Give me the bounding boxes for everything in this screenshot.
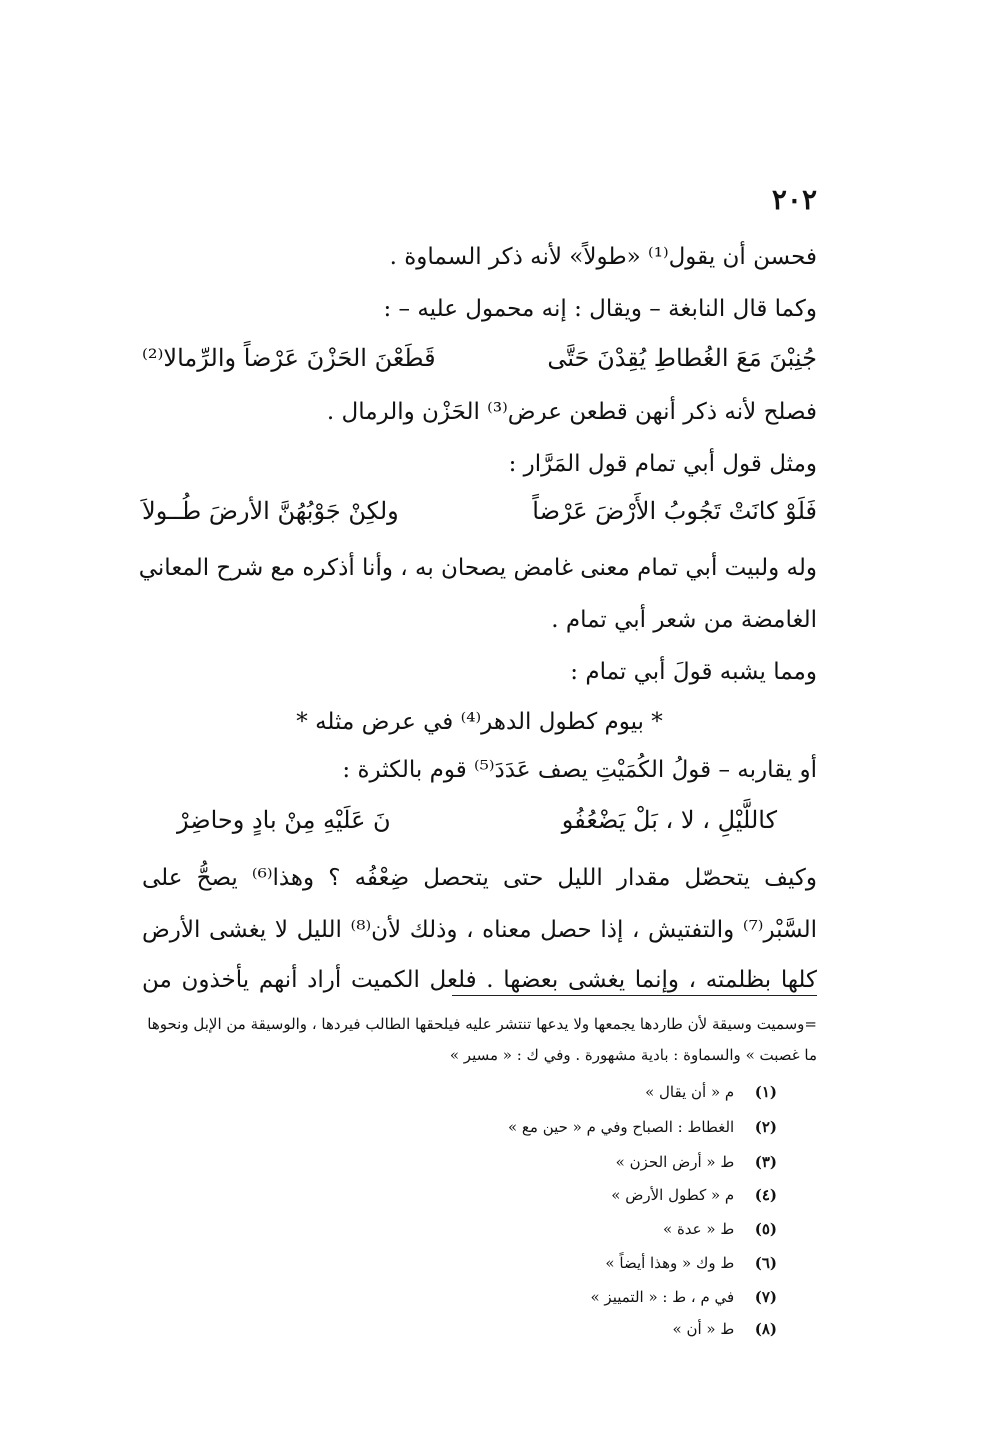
footnote [611,1183,777,1207]
footnote-text: ط « أن » [672,1320,735,1338]
footnote-number: (٤) [754,1186,777,1204]
paragraph-line: الغامضة من شعر أبي تمام . [551,607,817,633]
verse-first-hemistich: جُنِبْنَ مَعَ الغُطاطِ يُقِدْنَ حَتَّى [547,344,817,372]
verse-first-hemistich: فَلَوْ كانَتْ تَجُوبُ الأَرْضَ عَرْضاً [532,497,817,525]
paragraph-line: السَّبْر⁽⁷⁾ والتفتيش ، إذا حصل معناه ، وذلك لأن⁽⁸⁾ الليل لا يغشى الأرض [142,917,817,943]
footnote-text: الغطاط : الصباح وفي م « حين مع » [507,1118,735,1136]
footnote-number: (٢) [754,1118,777,1136]
text-line: فحسن أن يقول⁽¹⁾ «طولاً» لأنه ذكر السماوة . [389,244,817,270]
paragraph-line: وكيف يتحصّل مقدار الليل حتى يتحصل ضِعْفُه ؟ وهذا⁽⁶⁾ يصحُّ على [142,865,817,891]
paragraph-line: وله ولبيت أبي تمام معنى غامض يصحان به ، وأنا أذكره مع شرح المعاني [138,555,817,581]
footnote-text: ط « عدة » [663,1220,735,1238]
footnote [605,1251,777,1275]
footnote-continuation: =وسميت وسيقة لأن طاردها يجمعها ولا يدعها تنتشر عليه فيلحقها الطالب فيردها ، والوسيقة من الإبل ونحوها [147,1015,817,1033]
text-line: ومثل قول أبي تمام قول المَرَّار : [508,451,817,477]
hemistich: * بيوم كطول الدهر⁽⁴⁾ في عرض مثله * [296,709,663,735]
footnote-text: ط « أرض الحزن » [615,1153,735,1171]
footnote-continuation: ما غصبت » والسماوة : بادية مشهورة . وفي ك : « مسير » [449,1046,817,1064]
footnote [663,1217,777,1241]
footnote [616,1150,777,1174]
verse-second-hemistich: نَ عَلَيْهِ مِنْ بادٍ وحاضِرْ [177,806,391,834]
footnote [645,1080,777,1104]
footnote-number: (٧) [754,1288,777,1306]
footnote-number: (٦) [754,1254,777,1272]
footnote-text: ط وك « وهذا أيضاً » [605,1254,735,1272]
footnote [508,1115,777,1139]
verse-second-hemistich: ولكِنْ جَوْبُهُنَّ الأرضَ طُــولاَ [142,497,399,525]
text-line: أو يقاربه – قولُ الكُمَيْتِ يصف عَدَدَ⁽⁵⁾ قوم بالكثرة : [342,757,817,783]
footnote-number: (٥) [754,1220,777,1238]
footnote [590,1285,777,1309]
text-line: وكما قال النابغة – ويقال : إنه محمول عليه – : [383,296,817,322]
footnote-divider [452,995,817,996]
footnote-number: (٣) [754,1153,777,1171]
footnote-text: م « أن يقال » [645,1083,735,1101]
footnote [673,1317,778,1341]
verse-first-hemistich: كاللَّيْلِ ، لا ، بَلْ يَضْعُفُو [561,806,777,834]
footnote-number: (٨) [754,1320,777,1338]
text-line: فصلح لأنه ذكر أنهن قطعن عرض⁽³⁾ الحَزْن والرمال . [326,399,817,425]
page-number: ٢٠٢ [771,183,817,216]
text-line: ومما يشبه قولَ أبي تمام : [570,659,817,685]
footnote-number: (١) [754,1083,777,1101]
paragraph-line: كلها بظلمته ، وإنما يغشى بعضها . فلعل الكميت أراد أنهم يأخذون من [142,967,817,993]
verse-second-hemistich: قَطَعْنَ الحَزْنَ عَرْضاً والرِّمالا⁽²⁾ [142,344,436,372]
footnote-text: في م ، ط : « التمييز » [590,1288,735,1306]
footnote-text: م « كطول الأرض » [611,1186,735,1204]
